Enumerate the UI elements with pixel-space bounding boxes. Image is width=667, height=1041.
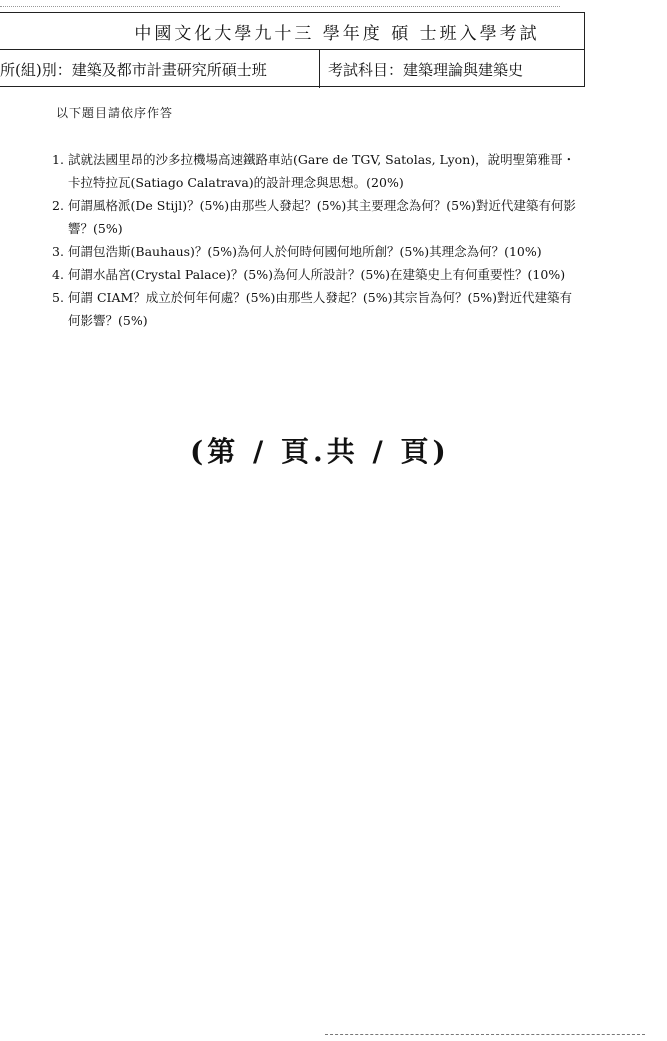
question-text: 何謂包浩斯(Bauhaus)？(5%)為何人於何時何國何地所創？(5%)其理念為何？(10%) [68, 244, 542, 259]
question-item [52, 194, 582, 240]
question-text: 何謂水晶宮(Crystal Palace)？(5%)為何人所設計？(5%)在建築史上有何重要性？(10%) [68, 267, 566, 282]
question-text: 何謂風格派(De Stijl)？(5%)由那些人發起？(5%)其主要理念為何？(5%)對近代建築有何影響？(5%) [68, 198, 576, 236]
page-number-footer: (第 / 頁.共 / 頁) [190, 435, 450, 468]
question-number: 2. [52, 198, 64, 213]
exam-info-row [0, 50, 584, 88]
question-number: 3. [52, 244, 64, 259]
question-item [52, 286, 582, 332]
exam-header [0, 12, 585, 87]
scan-bottom-line [325, 1034, 645, 1035]
question-number: 4. [52, 267, 64, 282]
subject-cell: 考試科目：建築理論與建築史 [328, 60, 524, 79]
question-text: 何謂 CIAM？成立於何年何處？(5%)由那些人發起？(5%)其宗旨為何？(5%)對近代建築有何影響？(5%) [68, 290, 573, 328]
exam-title: 中國文化大學九十三 學年度 碩 士班入學考試 [0, 13, 584, 50]
question-item [52, 263, 582, 286]
question-item [52, 240, 582, 263]
department-cell: 所(組)別：建築及都市計畫研究所碩士班 [0, 50, 320, 88]
instruction-text: 以下題目請依序作答 [56, 106, 174, 120]
question-item [52, 148, 582, 194]
question-list [52, 148, 582, 332]
question-number: 1. [52, 152, 64, 167]
scan-top-line [0, 6, 560, 7]
question-text: 試就法國里昂的沙多拉機場高速鐵路車站(Gare de TGV, Satolas, Lyon)，說明聖第雅哥・卡拉特拉瓦(Satiago Calatrava)的設計理念與思想。(20%) [68, 152, 576, 190]
question-number: 5. [52, 290, 64, 305]
